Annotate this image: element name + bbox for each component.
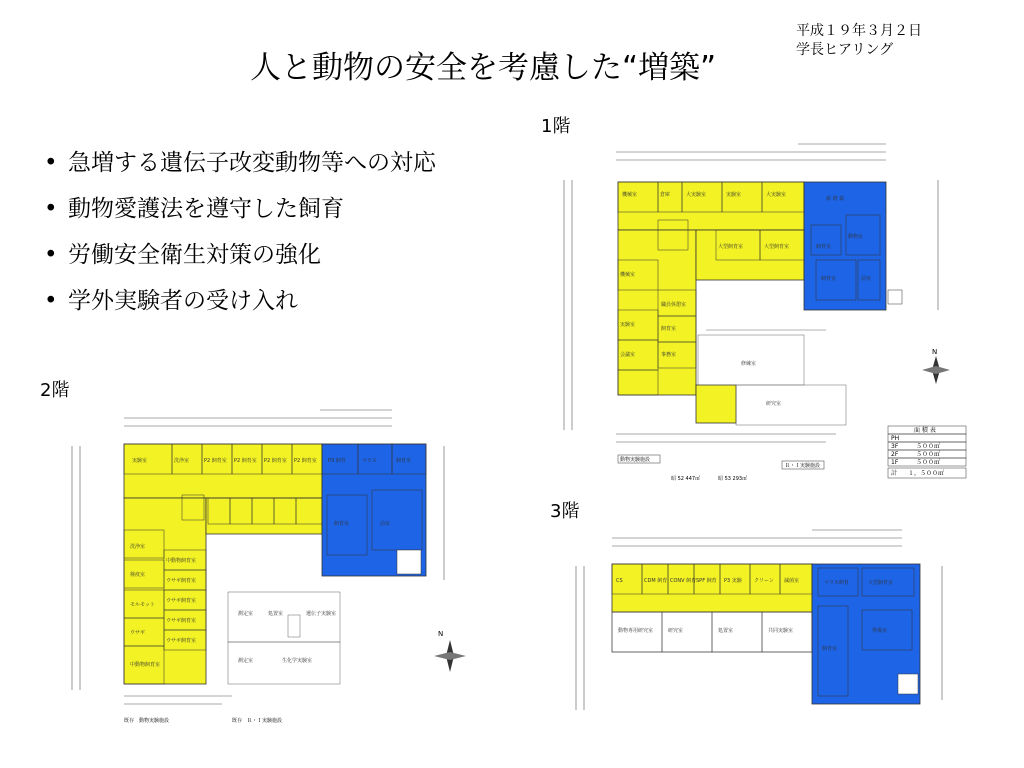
svg-text:共同実験室: 共同実験室: [768, 628, 794, 634]
svg-text:準備室: 準備室: [872, 628, 888, 634]
plan-note: 既存 Ｒ・Ｉ実験施設: [232, 718, 283, 724]
area-value: ５００㎡: [916, 459, 941, 466]
floor-1-label: 1階: [541, 116, 571, 137]
svg-text:大型飼育室: 大型飼育室: [764, 244, 790, 250]
svg-text:P2 飼育室: P2 飼育室: [234, 458, 257, 464]
date-block: [796, 22, 922, 60]
floor-2-label: 2階: [40, 380, 70, 401]
svg-text:新 増 築: 新 増 築: [826, 196, 845, 202]
svg-text:倉庫: 倉庫: [660, 192, 671, 198]
svg-text:P2 飼育室: P2 飼育室: [264, 458, 287, 464]
svg-text:ウサギ飼育室: ウサギ飼育室: [166, 638, 197, 644]
svg-text:研究室: 研究室: [668, 628, 684, 634]
area-table: [888, 426, 966, 478]
svg-text:洗浄室: 洗浄室: [174, 458, 190, 464]
svg-text:大型飼育室: 大型飼育室: [868, 580, 894, 586]
svg-text:ウサギ: ウサギ: [130, 630, 146, 636]
svg-text:動物室: 動物室: [848, 234, 864, 240]
svg-text:実験室: 実験室: [620, 322, 636, 328]
plan-note: 昭 52 447㎡: [671, 476, 701, 482]
compass-icon: [434, 630, 466, 672]
area-floor: 1F: [891, 459, 899, 466]
existing-wing: [696, 385, 736, 423]
svg-text:CDM 飼育: CDM 飼育: [644, 578, 668, 584]
area-floor: 2F: [891, 451, 899, 458]
plan-note: 既存 動物実験施設: [124, 718, 170, 724]
slide-title: 人と動物の安全を考慮した“増築”: [250, 50, 717, 86]
svg-text:モルモット: モルモット: [130, 602, 155, 608]
area-value: １，５００㎡: [908, 470, 945, 477]
area-value: ５００㎡: [916, 451, 941, 458]
area-value: ５００㎡: [916, 443, 941, 450]
svg-text:事務室: 事務室: [661, 352, 677, 358]
floor-1-plan: [536, 130, 976, 492]
svg-text:SPF 飼育: SPF 飼育: [696, 578, 717, 584]
svg-text:大実験室: 大実験室: [686, 192, 707, 198]
svg-text:動物専用研究室: 動物専用研究室: [618, 628, 654, 634]
compass-icon: [922, 348, 950, 384]
floor-3-plan: [562, 520, 962, 724]
meeting-line: 学長ヒアリング: [796, 42, 894, 58]
svg-text:職員休憩室: 職員休憩室: [661, 302, 687, 308]
bullet-text: 労働安全衛生対策の強化: [68, 242, 321, 268]
floor-3-label: 3階: [550, 501, 580, 522]
svg-text:生化学実験室: 生化学実験室: [282, 658, 313, 664]
svg-text:ウサギ飼育室: ウサギ飼育室: [166, 598, 197, 604]
svg-text:検疫室: 検疫室: [130, 572, 146, 578]
svg-text:クリーン: クリーン: [754, 578, 774, 584]
svg-text:前室: 前室: [861, 276, 872, 282]
svg-text:大型飼育室: 大型飼育室: [718, 244, 744, 250]
svg-text:飼育室: 飼育室: [822, 646, 838, 652]
svg-text:処置室: 処置室: [268, 611, 284, 617]
floor-2-plan: [52, 400, 492, 740]
plan-note: Ｒ・Ｉ実験施設: [785, 463, 821, 469]
bullet-list: [44, 146, 436, 330]
svg-text:中動物飼育室: 中動物飼育室: [166, 558, 197, 564]
svg-text:CONV 飼育: CONV 飼育: [670, 578, 697, 584]
svg-text:測定室: 測定室: [238, 611, 254, 617]
svg-text:マウス飼育: マウス飼育: [824, 580, 849, 586]
svg-text:研究室: 研究室: [766, 401, 782, 407]
existing-wing: [696, 230, 804, 280]
svg-text:CS: CS: [616, 578, 623, 584]
svg-text:修練室: 修練室: [741, 361, 757, 367]
svg-text:P2 飼育室: P2 飼育室: [294, 458, 317, 464]
bullet-item: • 学外実験者の受け入れ: [44, 288, 298, 314]
svg-text:測定室: 測定室: [238, 658, 254, 664]
svg-text:マウス: マウス: [362, 458, 377, 464]
svg-text:実験室: 実験室: [726, 192, 742, 198]
svg-text:会議室: 会議室: [620, 352, 636, 358]
date-line: 平成１９年３月２日: [796, 23, 922, 39]
bullet-item: • 動物愛護法を遵守した飼育: [44, 196, 344, 222]
bullet-item: • 労働安全衛生対策の強化: [44, 242, 321, 268]
area-floor: 3F: [891, 443, 899, 450]
area-floor: 計: [891, 470, 898, 477]
bullet-text: 急増する遺伝子改変動物等への対応: [68, 150, 436, 176]
plan-note: 動物実験施設: [620, 457, 651, 463]
svg-text:P2 飼育室: P2 飼育室: [204, 458, 227, 464]
svg-text:機械室: 機械室: [622, 192, 638, 198]
area-floor: PH: [891, 435, 900, 442]
svg-text:機械室: 機械室: [620, 272, 636, 278]
existing-wing: [124, 444, 322, 498]
existing-wing: [206, 498, 322, 534]
existing-wing: [124, 498, 206, 684]
svg-text:滅菌室: 滅菌室: [784, 578, 800, 584]
svg-text:大実験室: 大実験室: [766, 192, 787, 198]
svg-text:前室: 前室: [380, 521, 391, 527]
plan-note: 昭 53 293㎡: [718, 476, 748, 482]
svg-text:実験室: 実験室: [132, 458, 148, 464]
svg-text:飼育室: 飼育室: [396, 458, 412, 464]
svg-text:ウサギ飼育室: ウサギ飼育室: [166, 618, 197, 624]
bullet-text: 学外実験者の受け入れ: [68, 288, 298, 314]
svg-text:処置室: 処置室: [718, 628, 734, 634]
bullet-text: 動物愛護法を遵守した飼育: [68, 196, 344, 222]
svg-text:N: N: [932, 348, 938, 356]
svg-text:N: N: [438, 630, 444, 638]
svg-text:洗浄室: 洗浄室: [130, 544, 146, 550]
bullet-item: • 急増する遺伝子改変動物等への対応: [44, 150, 436, 176]
svg-text:飼育室: 飼育室: [816, 244, 832, 250]
existing-wing: [618, 182, 804, 230]
svg-text:P3 実験: P3 実験: [724, 578, 742, 584]
svg-text:中動物飼育室: 中動物飼育室: [130, 662, 161, 668]
svg-text:遺伝子実験室: 遺伝子実験室: [306, 611, 337, 617]
svg-text:飼育室: 飼育室: [661, 326, 677, 332]
svg-text:ウサギ飼育室: ウサギ飼育室: [166, 578, 197, 584]
svg-text:P3 飼育: P3 飼育: [328, 458, 346, 464]
svg-text:飼育室: 飼育室: [821, 276, 837, 282]
area-table-title: 面 積 表: [914, 427, 936, 434]
svg-text:飼育室: 飼育室: [334, 521, 350, 527]
